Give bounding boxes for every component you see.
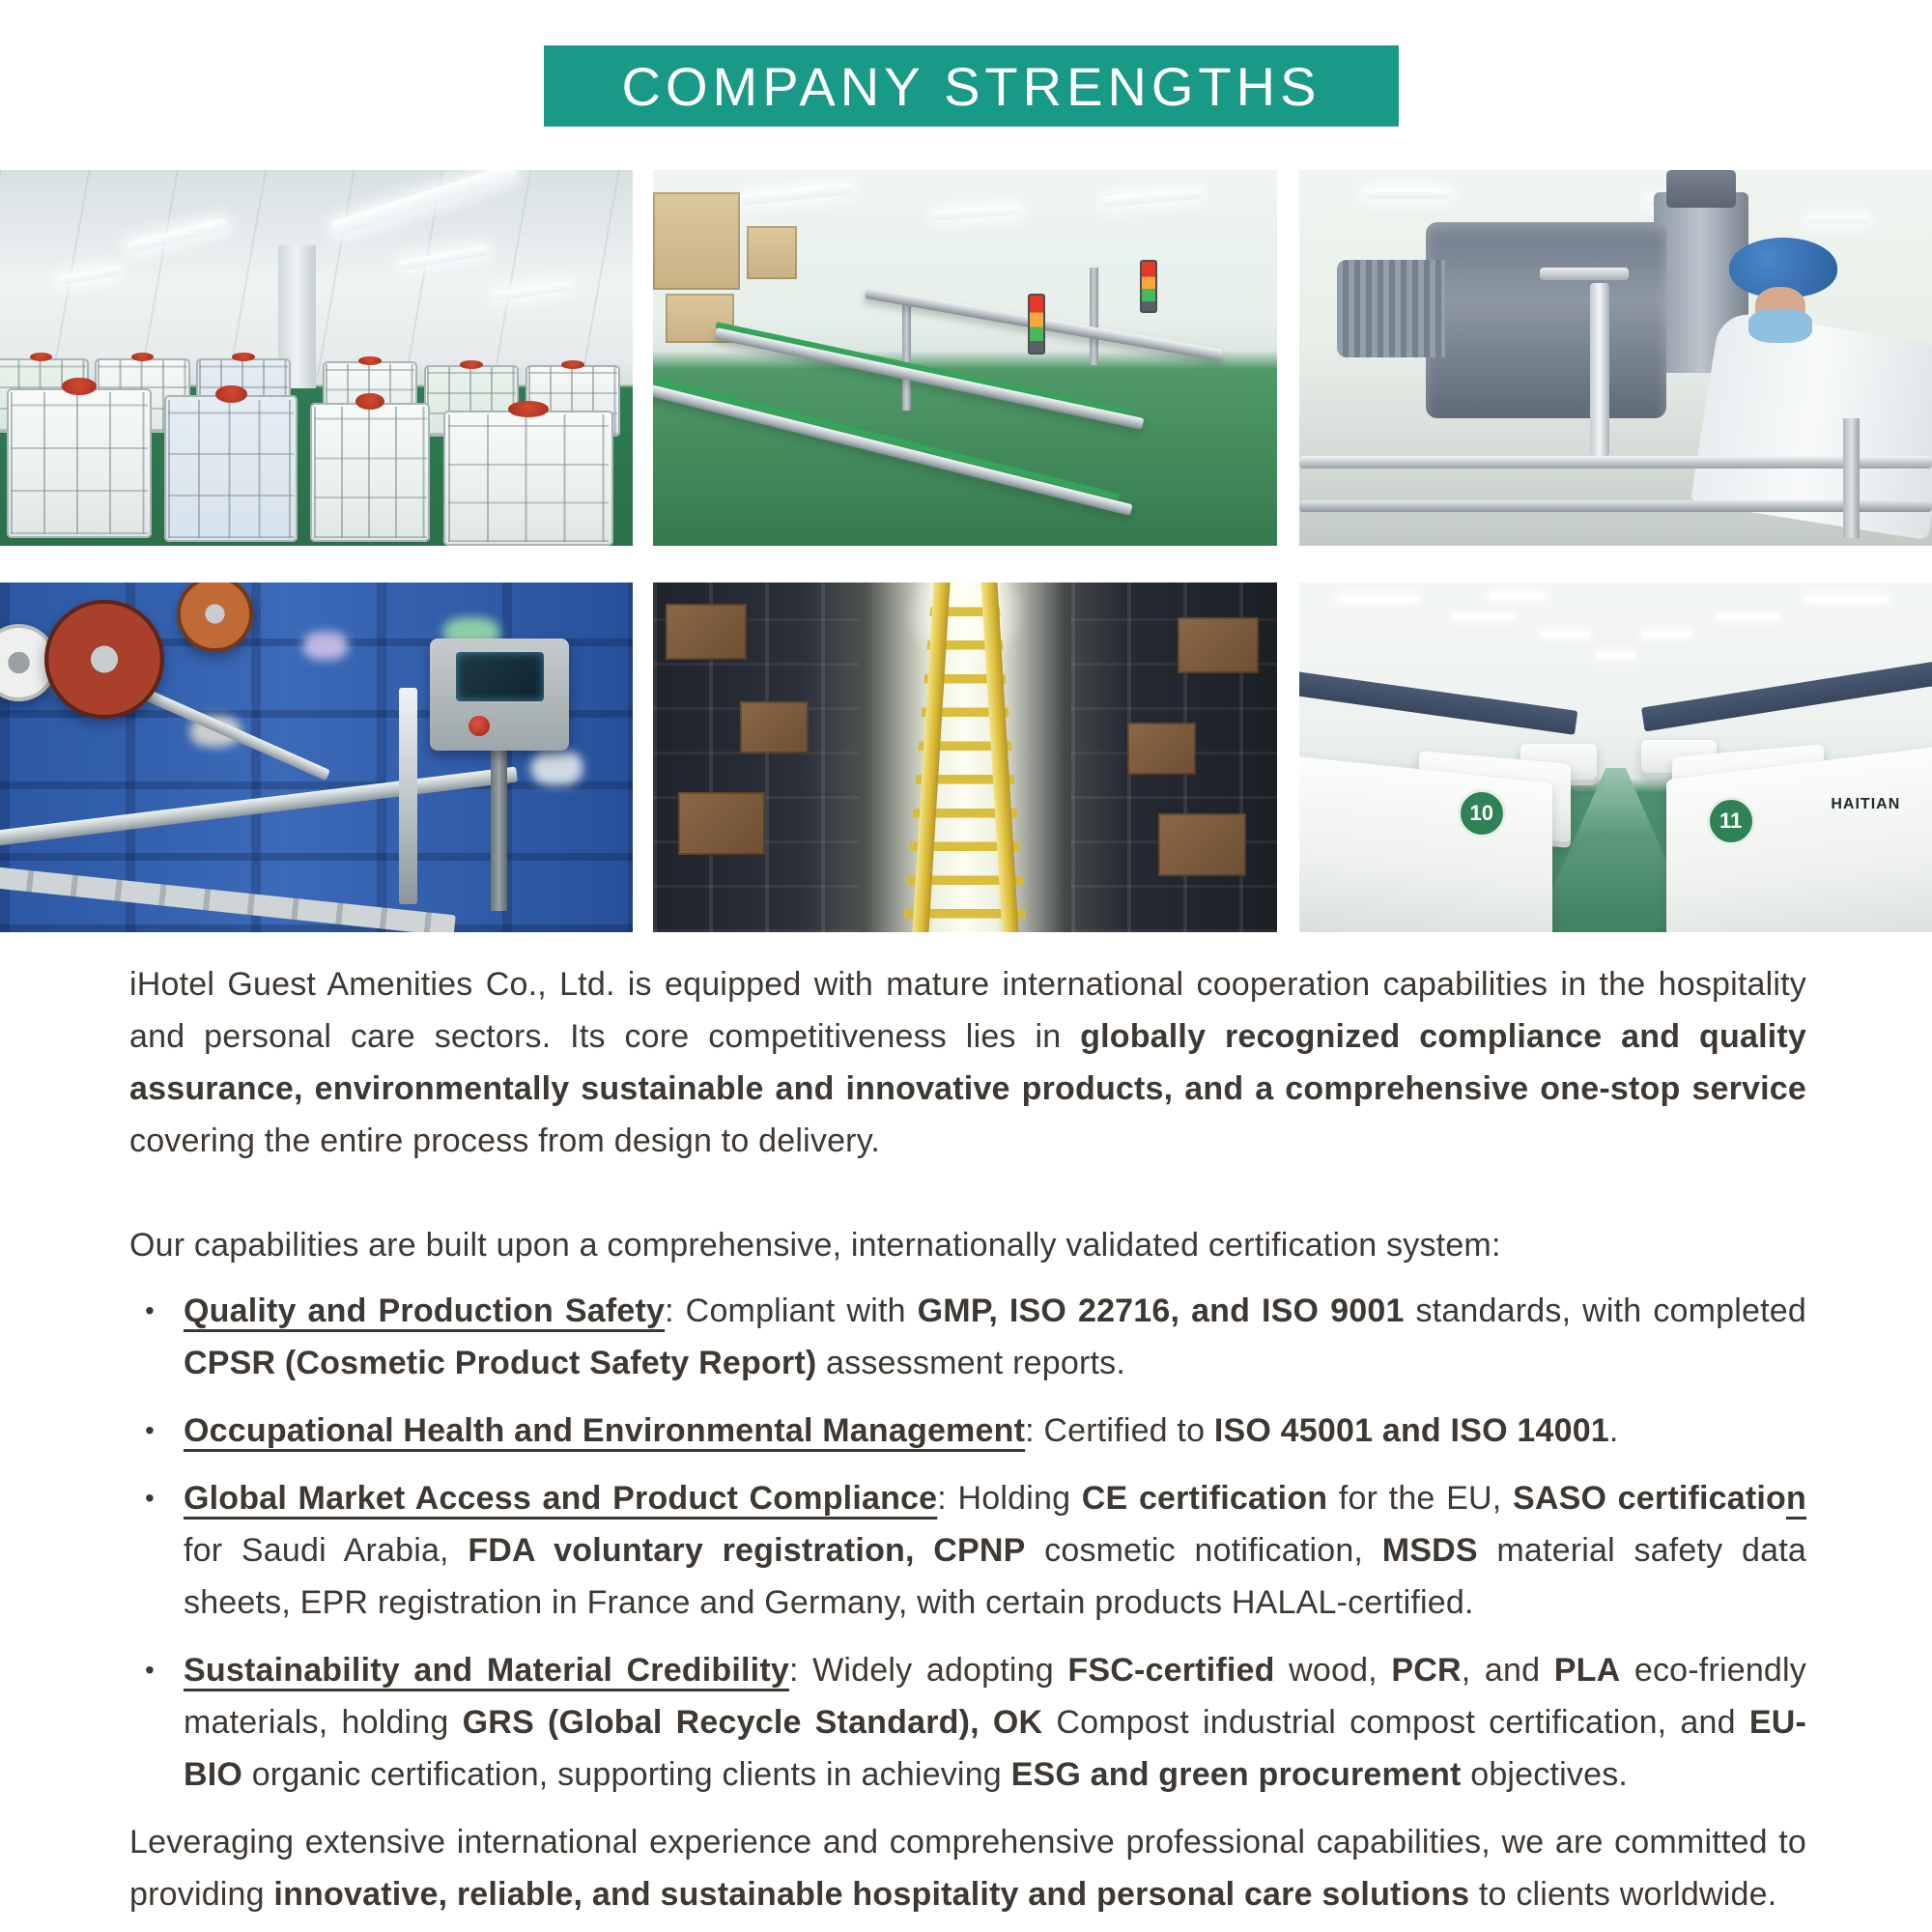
bullet-icon: • xyxy=(145,1655,156,1685)
emergency-stop-button xyxy=(469,716,490,737)
machine-post xyxy=(902,298,911,411)
ceiling-light xyxy=(1597,652,1634,658)
bullet-icon: • xyxy=(145,1295,156,1325)
ceiling-light xyxy=(1363,188,1452,198)
technician-mask xyxy=(1748,309,1812,343)
bullet-icon: • xyxy=(145,1483,156,1513)
label-roll-orange xyxy=(177,582,253,652)
certifications-lead: Our capabilities are built upon a comprehensive, internationally validated certification system: xyxy=(129,1227,1501,1264)
bullet-icon: • xyxy=(145,1415,156,1445)
steel-pipe xyxy=(1540,268,1629,280)
machine-frame-bar xyxy=(399,688,418,904)
carton-stack xyxy=(653,192,740,290)
signal-tower-light xyxy=(1028,294,1045,354)
certification-item-text: Global Market Access and Product Compliance: Holding CE certification for the EU, SASO certification for Saudi Arabia, FDA voluntary registration, CPNP cosmetic notification, MSDS material safety data sheets, EPR registration in France and Germany, with certain products HALAL-certified. xyxy=(184,1480,1806,1621)
signal-tower-light xyxy=(1140,260,1157,313)
ceiling-light xyxy=(1805,215,1869,224)
machine-number-badge: 10 xyxy=(1458,789,1506,838)
factory-photo-labeling-machine xyxy=(0,582,633,932)
factory-photo-storage-aisle xyxy=(653,582,1277,932)
ceiling-light xyxy=(1337,596,1419,602)
certification-item-market-access xyxy=(129,1472,1806,1629)
robot-gantry xyxy=(1299,670,1577,735)
shelf-product-blur xyxy=(531,751,582,785)
ceiling-light xyxy=(1641,632,1691,638)
carton-on-rack xyxy=(666,604,747,660)
factory-photo-ibc-warehouse xyxy=(0,170,633,546)
ibc-tote xyxy=(7,388,153,539)
intro-paragraph: iHotel Guest Amenities Co., Ltd. is equipped with mature international cooperation capabilities in the hospitality and personal care sectors. Its core competitiveness lies in globally recognized compliance and quality assurance, environmentally sustainable and innovative products, and a comprehensive one-stop service covering the entire process from design to delivery. xyxy=(129,966,1806,1159)
panel-stand xyxy=(491,751,507,912)
closing-paragraph: Leveraging extensive international experience and comprehensive professional capabilities, we are committed to providing innovative, reliable, and sustainable hospitality and personal care solutions to clients worldwide. xyxy=(129,1824,1806,1913)
certifications-list xyxy=(129,1285,1806,1801)
ceiling-light xyxy=(1451,614,1515,620)
shelf-product-blur xyxy=(303,632,348,660)
ceiling-light xyxy=(1102,188,1203,208)
ceiling-light xyxy=(1490,593,1547,599)
ibc-tote xyxy=(443,411,614,546)
label-roll-red xyxy=(44,600,164,719)
guard-railing xyxy=(1299,456,1932,469)
factory-photo-conveyor-lines xyxy=(653,170,1277,546)
body-text xyxy=(129,958,1806,1920)
carton-on-rack xyxy=(1158,813,1245,876)
certification-item-text: Sustainability and Material Credibility: Widely adopting FSC-certified wood, PCR, and PLA eco-friendly materials, holding GRS (Global Recycle Standard), OK Compost industrial compost certification, and EU-BIO organic certification, supporting clients in achieving ESG and green procurement objectives. xyxy=(184,1652,1807,1793)
certification-item-sustainability xyxy=(129,1644,1806,1801)
section-title: COMPANY STRENGTHS xyxy=(621,55,1321,117)
ibc-tote xyxy=(310,403,430,542)
mixer-gearbox xyxy=(1426,222,1666,417)
carton-on-rack xyxy=(740,701,809,753)
carton-on-rack xyxy=(678,792,765,855)
molding-machine xyxy=(1299,753,1552,932)
ceiling-light xyxy=(1717,614,1780,620)
factory-photo-molding-hall xyxy=(1299,582,1932,932)
carton-on-rack xyxy=(1178,617,1259,673)
ibc-tote xyxy=(164,395,298,542)
railing-post xyxy=(1843,418,1860,538)
rear-mixer-motor xyxy=(1666,170,1736,208)
certification-item-quality xyxy=(129,1285,1806,1389)
ceiling-light xyxy=(1805,596,1888,602)
machine-frame-bar xyxy=(0,767,518,847)
certification-item-text: Occupational Health and Environmental Management: Certified to ISO 45001 and ISO 14001. xyxy=(184,1412,1619,1449)
certification-item-text: Quality and Production Safety: Compliant with GMP, ISO 22716, and ISO 9001 standards, with completed CPSR (Cosmetic Product Safety Report) assessment reports. xyxy=(184,1293,1806,1381)
ceiling-light xyxy=(1540,632,1590,638)
machine-number-badge: 11 xyxy=(1707,797,1755,845)
robot-gantry xyxy=(1641,661,1932,732)
control-screen xyxy=(456,652,545,701)
section-title-banner xyxy=(544,45,1399,127)
mixer-motor xyxy=(1337,260,1444,357)
certification-item-health-environment xyxy=(129,1405,1806,1457)
guard-railing xyxy=(1299,500,1932,512)
machine-brand-label: HAITIAN xyxy=(1831,795,1901,812)
ceiling-light xyxy=(740,183,853,206)
factory-photo-mixing-reactor xyxy=(1299,170,1932,546)
carton-on-rack xyxy=(1127,723,1196,775)
carton-stack xyxy=(747,226,797,278)
ceiling-light xyxy=(933,205,1021,220)
steel-pipe xyxy=(1590,283,1609,456)
machine-base-beam xyxy=(0,866,455,932)
machine-post xyxy=(1090,268,1098,365)
